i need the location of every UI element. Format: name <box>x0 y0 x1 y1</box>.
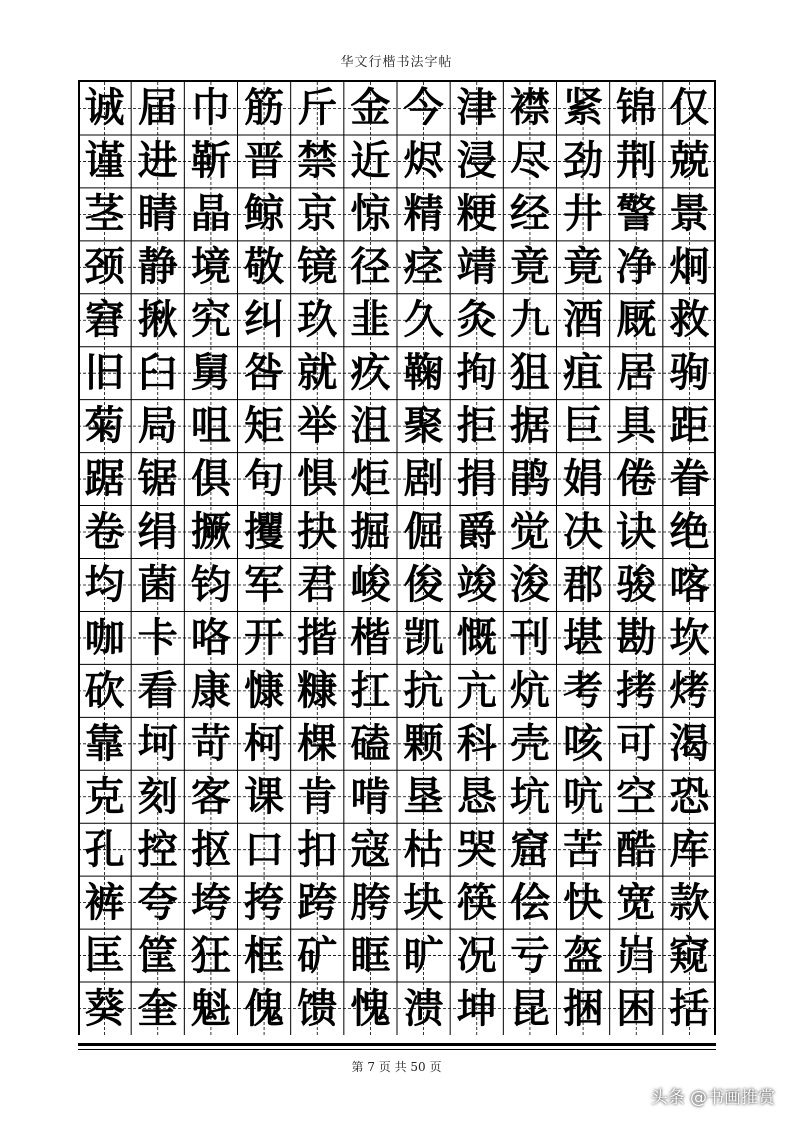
character-cell: 凯 <box>403 613 444 661</box>
character-cell: 俊 <box>403 560 444 608</box>
character-cell: 纠 <box>244 296 285 344</box>
character-cell: 茎 <box>84 190 125 238</box>
character-cell: 棵 <box>297 719 338 767</box>
character-cell: 剧 <box>403 455 444 503</box>
character-cell: 镜 <box>297 243 338 291</box>
character-cell: 倔 <box>403 508 444 556</box>
character-cell: 究 <box>190 296 231 344</box>
character-cell: 倦 <box>616 455 657 503</box>
footer-rule-thick <box>78 1043 716 1046</box>
character-cell: 肯 <box>297 772 338 820</box>
character-cell: 诀 <box>616 508 657 556</box>
character-cell: 窘 <box>84 296 125 344</box>
character-cell: 禁 <box>297 137 338 185</box>
character-cell: 哭 <box>456 825 497 873</box>
character-cell: 堪 <box>563 613 604 661</box>
character-cell: 空 <box>616 772 657 820</box>
character-cell: 考 <box>563 666 604 714</box>
character-cell: 荆 <box>616 137 657 185</box>
character-cell: 矩 <box>244 402 285 450</box>
character-cell: 溃 <box>403 984 444 1032</box>
character-cell: 控 <box>137 825 178 873</box>
character-cell: 觉 <box>509 508 550 556</box>
character-cell: 颗 <box>403 719 444 767</box>
character-cell: 居 <box>616 349 657 397</box>
character-cell: 拒 <box>456 402 497 450</box>
footer-rule-thin <box>78 1049 716 1050</box>
character-cell: 精 <box>403 190 444 238</box>
character-cell: 锯 <box>137 455 178 503</box>
character-cell: 咳 <box>563 719 604 767</box>
character-cell: 傀 <box>244 984 285 1032</box>
character-cell: 仅 <box>669 84 710 132</box>
character-cell: 竣 <box>456 560 497 608</box>
character-cell: 刻 <box>137 772 178 820</box>
character-cell: 驹 <box>669 349 710 397</box>
character-cell: 岿 <box>616 931 657 979</box>
character-cell: 鹃 <box>509 455 550 503</box>
character-cell: 鞠 <box>403 349 444 397</box>
character-cell: 绢 <box>137 508 178 556</box>
character-cell: 扣 <box>297 825 338 873</box>
character-cell: 吭 <box>563 772 604 820</box>
character-cell: 眷 <box>669 455 710 503</box>
character-cell: 救 <box>669 296 710 344</box>
character-cell: 具 <box>616 402 657 450</box>
character-cell: 津 <box>456 84 497 132</box>
character-cell: 拷 <box>616 666 657 714</box>
character-cell: 敬 <box>244 243 285 291</box>
character-cell: 斤 <box>297 84 338 132</box>
character-cell: 枯 <box>403 825 444 873</box>
character-cell: 谨 <box>84 137 125 185</box>
character-cell: 舅 <box>190 349 231 397</box>
character-cell: 疽 <box>563 349 604 397</box>
character-cell: 喀 <box>669 560 710 608</box>
character-cell: 旧 <box>84 349 125 397</box>
character-cell: 款 <box>669 878 710 926</box>
character-cell: 绝 <box>669 508 710 556</box>
character-cell: 昆 <box>509 984 550 1032</box>
character-cell: 魁 <box>190 984 231 1032</box>
character-cell: 灸 <box>456 296 497 344</box>
character-cell: 揩 <box>297 613 338 661</box>
character-cell: 捐 <box>456 455 497 503</box>
character-cell: 柯 <box>244 719 285 767</box>
character-cell: 奎 <box>137 984 178 1032</box>
character-cell: 糠 <box>297 666 338 714</box>
character-cell: 聚 <box>403 402 444 450</box>
character-cell: 决 <box>563 508 604 556</box>
character-cell: 据 <box>509 402 550 450</box>
character-cell: 骏 <box>616 560 657 608</box>
character-cell: 晶 <box>190 190 231 238</box>
character-cell: 抗 <box>403 666 444 714</box>
character-cell: 宽 <box>616 878 657 926</box>
character-cell: 寇 <box>350 825 391 873</box>
character-cell: 攫 <box>244 508 285 556</box>
character-cell: 科 <box>456 719 497 767</box>
character-cell: 扛 <box>350 666 391 714</box>
character-cell: 康 <box>190 666 231 714</box>
character-cell: 久 <box>403 296 444 344</box>
character-cell: 捆 <box>563 984 604 1032</box>
character-cell: 客 <box>190 772 231 820</box>
character-cell: 境 <box>190 243 231 291</box>
character-cell: 今 <box>403 84 444 132</box>
character-cell: 掘 <box>350 508 391 556</box>
character-cell: 勘 <box>616 613 657 661</box>
character-cell: 烬 <box>403 137 444 185</box>
character-cell: 惊 <box>350 190 391 238</box>
character-cell: 紧 <box>563 84 604 132</box>
character-cell: 咖 <box>84 613 125 661</box>
character-cell: 金 <box>350 84 391 132</box>
character-cell: 粳 <box>456 190 497 238</box>
character-cell: 垦 <box>403 772 444 820</box>
character-cell: 踞 <box>84 455 125 503</box>
character-cell: 兢 <box>669 137 710 185</box>
character-cell: 巾 <box>190 84 231 132</box>
character-cell: 坷 <box>137 719 178 767</box>
character-cell: 沮 <box>350 402 391 450</box>
character-cell: 慨 <box>456 613 497 661</box>
character-cell: 就 <box>297 349 338 397</box>
character-cell: 跨 <box>297 878 338 926</box>
character-cell: 玖 <box>297 296 338 344</box>
character-cell: 浚 <box>509 560 550 608</box>
character-cell: 侩 <box>509 878 550 926</box>
character-cell: 咎 <box>244 349 285 397</box>
character-cell: 坑 <box>509 772 550 820</box>
character-cell: 抉 <box>297 508 338 556</box>
character-cell: 裤 <box>84 878 125 926</box>
character-cell: 楷 <box>350 613 391 661</box>
character-cell: 炯 <box>669 243 710 291</box>
character-cell: 筷 <box>456 878 497 926</box>
character-cell: 砍 <box>84 666 125 714</box>
character-cell: 局 <box>137 402 178 450</box>
character-cell: 窟 <box>509 825 550 873</box>
character-cell: 举 <box>297 402 338 450</box>
character-cell: 痉 <box>403 243 444 291</box>
character-cell: 匡 <box>84 931 125 979</box>
character-cell: 咯 <box>190 613 231 661</box>
character-cell: 盔 <box>563 931 604 979</box>
character-cell: 菊 <box>84 402 125 450</box>
page-title: 华文行楷书法字帖 <box>340 55 453 70</box>
character-cell: 经 <box>509 190 550 238</box>
character-cell: 靳 <box>190 137 231 185</box>
character-cell: 口 <box>244 825 285 873</box>
character-cell: 狂 <box>190 931 231 979</box>
character-cell: 晋 <box>244 137 285 185</box>
character-cell: 啃 <box>350 772 391 820</box>
character-cell: 夸 <box>137 878 178 926</box>
character-cell: 快 <box>563 878 604 926</box>
character-cell: 筐 <box>137 931 178 979</box>
character-cell: 菌 <box>137 560 178 608</box>
character-cell: 苛 <box>190 719 231 767</box>
character-cell: 臼 <box>137 349 178 397</box>
character-cell: 巨 <box>563 402 604 450</box>
character-cell: 娟 <box>563 455 604 503</box>
character-cell: 郡 <box>563 560 604 608</box>
character-cell: 恳 <box>456 772 497 820</box>
character-cell: 咀 <box>190 402 231 450</box>
character-cell: 块 <box>403 878 444 926</box>
character-cell: 孔 <box>84 825 125 873</box>
character-cell: 葵 <box>84 984 125 1032</box>
character-cell: 酷 <box>616 825 657 873</box>
character-cell: 九 <box>509 296 550 344</box>
character-cell: 卷 <box>84 508 125 556</box>
character-cell: 径 <box>350 243 391 291</box>
character-cell: 厩 <box>616 296 657 344</box>
character-cell: 钧 <box>190 560 231 608</box>
character-cell: 况 <box>456 931 497 979</box>
character-cell: 卡 <box>137 613 178 661</box>
character-cell: 矿 <box>297 931 338 979</box>
character-cell: 靠 <box>84 719 125 767</box>
character-cell: 浸 <box>456 137 497 185</box>
character-cell: 靖 <box>456 243 497 291</box>
character-cell: 慷 <box>244 666 285 714</box>
character-cell: 课 <box>244 772 285 820</box>
watermark-credit: 头条 @书画推赏 <box>650 1088 775 1108</box>
character-cell: 苦 <box>563 825 604 873</box>
character-cell: 进 <box>137 137 178 185</box>
character-cell: 近 <box>350 137 391 185</box>
character-cell: 军 <box>244 560 285 608</box>
character-cell: 届 <box>137 84 178 132</box>
character-cell: 景 <box>669 190 710 238</box>
character-cell: 眶 <box>350 931 391 979</box>
character-cell: 炬 <box>350 455 391 503</box>
character-cell: 渴 <box>669 719 710 767</box>
character-cell: 狙 <box>509 349 550 397</box>
character-cell: 刊 <box>509 613 550 661</box>
character-cell: 库 <box>669 825 710 873</box>
character-cell: 可 <box>616 719 657 767</box>
character-cell: 尽 <box>509 137 550 185</box>
character-cell: 拘 <box>456 349 497 397</box>
character-cell: 馈 <box>297 984 338 1032</box>
character-cell: 克 <box>84 772 125 820</box>
character-cell: 诚 <box>84 84 125 132</box>
character-cell: 鲸 <box>244 190 285 238</box>
character-cell: 警 <box>616 190 657 238</box>
character-cell: 愧 <box>350 984 391 1032</box>
character-cell: 静 <box>137 243 178 291</box>
character-cell: 括 <box>669 984 710 1032</box>
character-cell: 睛 <box>137 190 178 238</box>
character-cell: 筋 <box>244 84 285 132</box>
character-cell: 撅 <box>190 508 231 556</box>
page-number: 第 7 页 共 50 页 <box>351 1060 442 1074</box>
character-cell: 君 <box>297 560 338 608</box>
character-cell: 俱 <box>190 455 231 503</box>
character-cell: 竟 <box>563 243 604 291</box>
character-cell: 垮 <box>190 878 231 926</box>
character-cell: 开 <box>244 613 285 661</box>
character-cell: 锦 <box>616 84 657 132</box>
character-cell: 窥 <box>669 931 710 979</box>
character-cell: 距 <box>669 402 710 450</box>
character-cell: 框 <box>244 931 285 979</box>
character-cell: 均 <box>84 560 125 608</box>
character-cell: 峻 <box>350 560 391 608</box>
character-cell: 磕 <box>350 719 391 767</box>
character-cell: 净 <box>616 243 657 291</box>
character-cell: 颈 <box>84 243 125 291</box>
character-cell: 困 <box>616 984 657 1032</box>
character-cell: 揪 <box>137 296 178 344</box>
character-cell: 壳 <box>509 719 550 767</box>
character-cell: 坎 <box>669 613 710 661</box>
character-cell: 井 <box>563 190 604 238</box>
character-cell: 韭 <box>350 296 391 344</box>
character-cell: 旷 <box>403 931 444 979</box>
character-cell: 酒 <box>563 296 604 344</box>
character-cell: 京 <box>297 190 338 238</box>
character-cell: 惧 <box>297 455 338 503</box>
character-cell: 亏 <box>509 931 550 979</box>
character-cell: 看 <box>137 666 178 714</box>
character-cell: 劲 <box>563 137 604 185</box>
character-cell: 烤 <box>669 666 710 714</box>
character-cell: 襟 <box>509 84 550 132</box>
character-cell: 抠 <box>190 825 231 873</box>
character-cell: 胯 <box>350 878 391 926</box>
character-cell: 挎 <box>244 878 285 926</box>
character-cell: 疚 <box>350 349 391 397</box>
character-cell: 亢 <box>456 666 497 714</box>
character-cell: 句 <box>244 455 285 503</box>
character-cell: 坤 <box>456 984 497 1032</box>
character-cell: 恐 <box>669 772 710 820</box>
character-cell: 竟 <box>509 243 550 291</box>
character-cell: 爵 <box>456 508 497 556</box>
character-cell: 炕 <box>509 666 550 714</box>
